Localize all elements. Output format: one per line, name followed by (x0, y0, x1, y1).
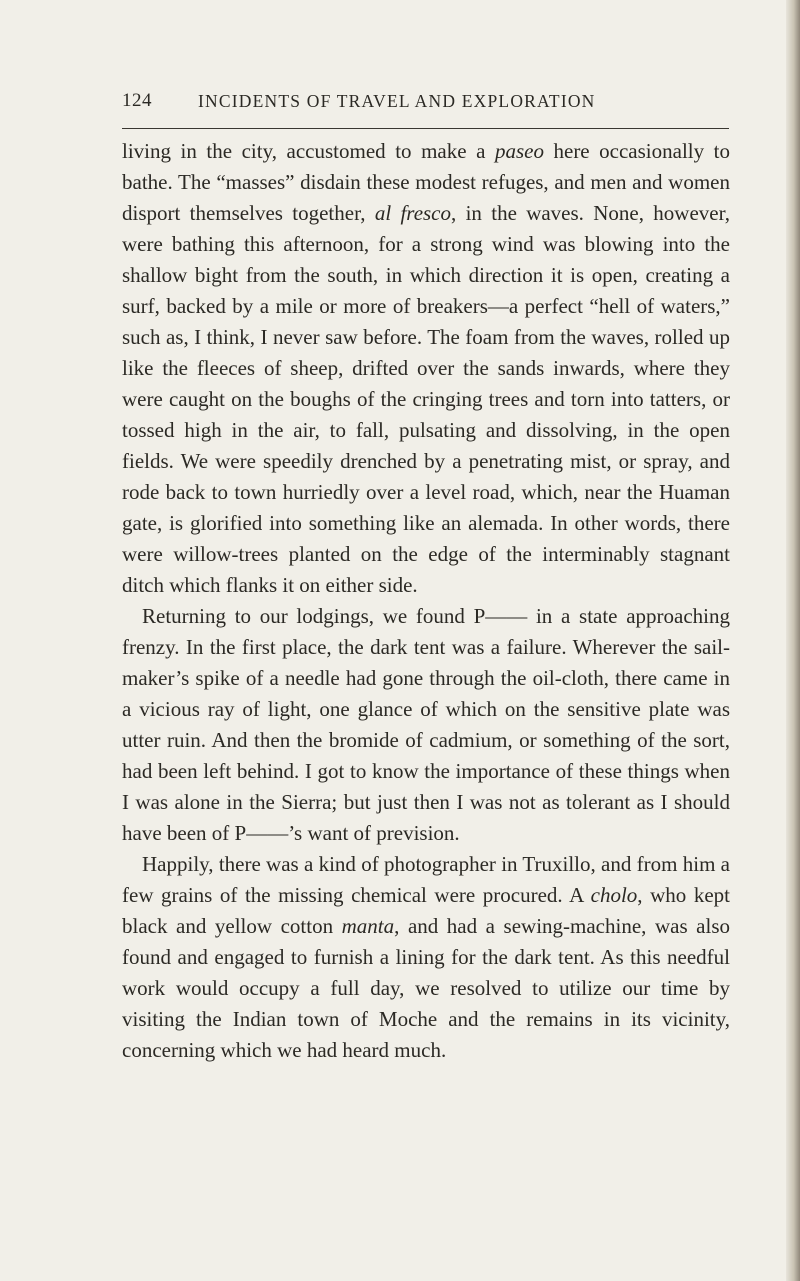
running-head: INCIDENTS OF TRAVEL AND EXPLORATION (198, 91, 596, 111)
italic-text: manta (341, 914, 395, 938)
paragraph-3 (122, 849, 730, 1066)
text-run: , in the waves. None, however, were bathing this afternoon, for a strong wind was blowing into the shallow bight from the south, in which direction it is open, creating a surf, backed by a mile or more of breakers—a perfect “hell of waters,” such as, I think, I never saw before. The foam from the waves, rolled up like the fleeces of sheep, drifted over the sands inwards, where they were caught on the boughs of the cringing trees and torn into tatters, or tossed high in the air, to fall, pulsating and dissolving, in the open fields. We were speedily drenched by a penetrating mist, or spray, and rode back to town hurriedly over a level road, which, near the Huaman gate, is glorified into something like an alemada. In other words, there were willow-trees planted on the edge of the interminably stagnant ditch which flanks it on either side. (122, 201, 731, 597)
text-run: living in the city, accustomed to make a (122, 139, 495, 163)
text-run: here occasionally to bathe. The “masses” disdain these modest refuges, and men and women disport themselves together, (122, 139, 731, 225)
italic-text: cholo (590, 883, 638, 907)
body-text (122, 136, 730, 1066)
page-header (122, 90, 730, 118)
page-number: 124 (122, 90, 152, 111)
text-run: , and had a sewing-machine, was also found and engaged to furnish a lining for the dark tent. As this needful work would occupy a full day, we resolved to utilize our time by visiting the Indian town of Moche and the remains in its vicinity, concerning which we had heard much. (122, 914, 730, 1062)
header-rule (122, 128, 729, 129)
paragraph-2 (122, 601, 730, 849)
page-edge-shadow (786, 0, 800, 1281)
italic-text: al fresco (374, 201, 452, 225)
italic-text: paseo (494, 139, 544, 163)
text-run: Returning to our lodgings, we found P—— in a state approaching frenzy. In the first place, the dark tent was a failure. Wherever the sail-maker’s spike of a needle had gone through the oil-cloth, there came in a vicious ray of light, one glance of which on the sensitive plate was utter ruin. And then the bromide of cadmium, or something of the sort, had been left behind. I got to know the importance of these things when I was alone in the Sierra; but just then I was not as tolerant as I should have been of P——’s want of prevision. (122, 604, 730, 845)
text-run: Happily, there was a kind of photographer in Truxillo, and from him a few grains of the missing chemical were procured. A (122, 852, 730, 907)
text-run: , who kept black and yellow cotton (122, 883, 730, 938)
paragraph-1 (122, 136, 730, 601)
